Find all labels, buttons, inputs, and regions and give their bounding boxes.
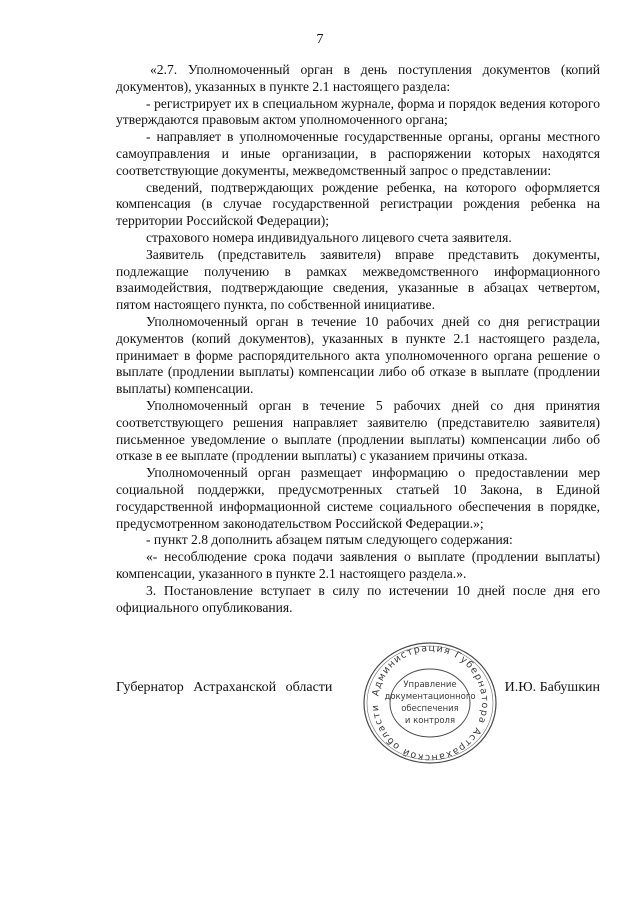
official-seal	[360, 640, 500, 766]
seal-center-line-4: и контроля	[404, 716, 456, 726]
document-body	[116, 62, 600, 616]
seal-center-line-1: Управление	[403, 680, 457, 690]
paragraph-snils: страхового номера индивидуального лицевого счета заявителя.	[146, 229, 512, 245]
paragraph-entry-into-force: 3. Постановление вступает в силу по истечении 10 дней после дня его официального опубликования.	[116, 582, 600, 615]
paragraph-2-8-amend: - пункт 2.8 дополнить абзацем пятым следующего содержания:	[146, 532, 513, 548]
paragraph-notification: Уполномоченный орган в течение 5 рабочих дней со дня принятия соответствующего решения направляет заявителю (представителю заявителя) письменное уведомление о выплате (продлении выплаты) компенсации либо об отказе в ее выплате (продлении выплаты) с указанием причины отказа.	[116, 397, 600, 464]
seal-graphic	[360, 640, 500, 766]
paragraph-2-8-text: «- несоблюдение срока подачи заявления о выплате (продлении выплаты) компенсации, указанного в пункте 2.1 настоящего раздела.».	[116, 549, 600, 581]
paragraph-registers: - регистрирует их в специальном журнале, форма и порядок ведения которого утверждаются правовым актом уполномоченного органа;	[116, 95, 600, 128]
page-number: 7	[316, 32, 324, 47]
signatory-title: Губернатор Астраханской области	[116, 680, 333, 695]
paragraph-2-7: «2.7. Уполномоченный орган в день поступления документов (копий документов), указанных в пункте 2.1 настоящего раздела:	[116, 62, 600, 94]
svg-text:Администрация Губернатора Астр	[370, 643, 490, 763]
seal-ring-text: Администрация Губернатора Астраханской области	[369, 642, 491, 764]
paragraph-applicant-right: Заявитель (представитель заявителя) вправе представить документы, подлежащие получению в рамках межведомственного информационного взаимодействия, подтверждающие сведения, указанные в абзацах четвертом, пятом настоящего пункта, по собственной инициативе.	[116, 246, 600, 313]
seal-center-line-3: обеспечения	[401, 704, 459, 714]
seal-center-line-2: документационного	[384, 692, 476, 702]
signatory-name: И.Ю. Бабушкин	[504, 680, 600, 695]
paragraph-egisso: Уполномоченный орган размещает информацию о предоставлении мер социальной поддержки, предусмотренных статьей 10 Закона, в Единой государственной информационной системе социального обеспечения в порядке, предусмотренном законодательством Российской Федерации.»;	[116, 465, 600, 531]
paragraph-decision: Уполномоченный орган в течение 10 рабочих дней со дня регистрации документов (копий документов), указанных в пункте 2.1 настоящего раздела, принимает в форме распорядительного акта уполномоченного органа решение о выплате (продлении выплаты) компенсации либо об отказе в выплате (продлении выплаты) компенсации.	[116, 313, 600, 397]
paragraph-birth-info: сведений, подтверждающих рождение ребенка, на которого оформляется компенсация (в случае государственной регистрации рождения ребенка на территории Российской Федерации);	[116, 179, 600, 229]
signature-block	[116, 680, 600, 700]
paragraph-sends-request: - направляет в уполномоченные государственные органы, органы местного самоуправления и иные организации, в распоряжении которых находятся соответствующие документы, межведомственный запрос о представлении:	[116, 129, 600, 178]
